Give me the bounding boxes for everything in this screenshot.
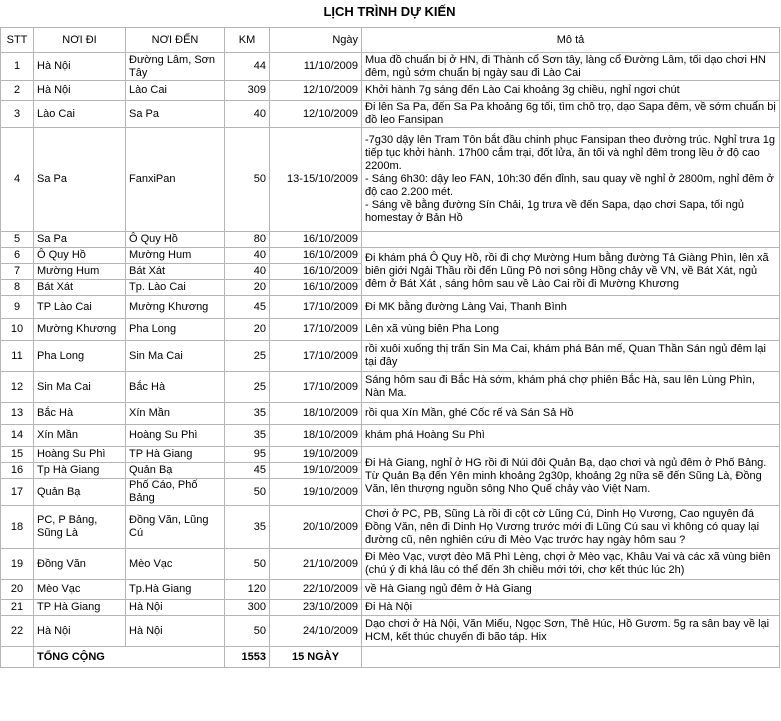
- description-text: Đi khám phá Ô Quy Hồ, rồi đi chợ Mường Hum bằng đường Tả Giàng Phìn, lên xã biên giới Ngải Thầu rồi đến Lũng Pô nơi sông Hồng chảy về VN, về Bát Xát, ngủ đêm ở Bát Xát , sáng hôm sau về Lào Cai rồi đi Mường Khương: [365, 252, 769, 290]
- description-text: về Hà Giang ngủ đêm ở Hà Giang: [365, 583, 532, 595]
- from-cell: Sa Pa: [34, 232, 126, 248]
- date-cell: 17/10/2009: [270, 372, 362, 403]
- date-cell: 19/10/2009: [270, 447, 362, 463]
- to-cell: Đồng Văn, Lũng Cú: [126, 506, 225, 549]
- to-cell: TP Hà Giang: [126, 447, 225, 463]
- date-cell: 23/10/2009: [270, 600, 362, 616]
- date-cell: 16/10/2009: [270, 280, 362, 296]
- page-title: LỊCH TRÌNH DỰ KIẾN: [323, 4, 456, 19]
- table-row: [1, 53, 780, 81]
- table-row: [1, 447, 780, 463]
- date-cell: 12/10/2009: [270, 81, 362, 101]
- stt-cell: 7: [1, 264, 34, 280]
- description-text: rồi qua Xín Mần, ghé Cốc rế và Sán Sả Hồ: [365, 407, 574, 419]
- description-text: Chơi ở PC, PB, Sũng Là rồi đi cột cờ Lũng Cú, Dinh Họ Vương, Cao nguyên đá Đồng Văn, nên đi Dinh Họ Vương trước mới đi Lũng Cú sau vì không có quay lại đường cũ, nên nghiên cứu đi Mèo Vạc trước hay ngày hôm sau ?: [365, 507, 760, 546]
- description-text: Đi Hà Nội: [365, 601, 413, 613]
- stt-cell: 19: [1, 549, 34, 580]
- km-cell: 44: [225, 53, 270, 81]
- total-label: TỔNG CỘNG: [34, 647, 225, 668]
- km-cell: 95: [225, 447, 270, 463]
- date-cell: 16/10/2009: [270, 248, 362, 264]
- date-cell: 20/10/2009: [270, 506, 362, 549]
- date-cell: 24/10/2009: [270, 616, 362, 647]
- to-cell: Sin Ma Cai: [126, 341, 225, 372]
- total-row: [1, 647, 780, 668]
- km-cell: 45: [225, 463, 270, 479]
- stt-cell: 21: [1, 600, 34, 616]
- from-cell: Quản Bạ: [34, 479, 126, 506]
- date-cell: 11/10/2009: [270, 53, 362, 81]
- stt-cell: 5: [1, 232, 34, 248]
- km-cell: 20: [225, 319, 270, 341]
- to-cell: Bắc Hà: [126, 372, 225, 403]
- table-row: [1, 341, 780, 372]
- to-cell: Hà Nội: [126, 600, 225, 616]
- description-cell: [362, 319, 780, 341]
- to-cell: Tp. Lào Cai: [126, 280, 225, 296]
- description-cell: [362, 580, 780, 600]
- table-row: [1, 600, 780, 616]
- stt-cell: 3: [1, 101, 34, 128]
- km-cell: 50: [225, 479, 270, 506]
- description-text: Khởi hành 7g sáng đến Lào Cai khoảng 3g chiều, nghỉ ngơi chút: [365, 84, 680, 96]
- date-cell: 12/10/2009: [270, 101, 362, 128]
- date-cell: 19/10/2009: [270, 479, 362, 506]
- table-row: [1, 101, 780, 128]
- table-row: [1, 403, 780, 425]
- to-cell: Lào Cai: [126, 81, 225, 101]
- description-cell: [362, 447, 780, 506]
- km-cell: 20: [225, 280, 270, 296]
- from-cell: Bát Xát: [34, 280, 126, 296]
- to-cell: Mèo Vạc: [126, 549, 225, 580]
- to-cell: Hoàng Su Phì: [126, 425, 225, 447]
- description-text: Sáng hôm sau đi Bắc Hà sớm, khám phá chợ phiên Bắc Hà, sau lên Lùng Phìn, Nàn Ma.: [365, 374, 755, 399]
- table-row: [1, 296, 780, 319]
- stt-cell: 18: [1, 506, 34, 549]
- stt-cell: 10: [1, 319, 34, 341]
- km-cell: 35: [225, 425, 270, 447]
- description-text: Đi MK bằng đường Làng Vai, Thanh Bình: [365, 300, 567, 313]
- to-cell: Mường Khương: [126, 296, 225, 319]
- stt-cell: 22: [1, 616, 34, 647]
- to-cell: Hà Nội: [126, 616, 225, 647]
- table-row: [1, 506, 780, 549]
- description-text: Lên xã vùng biên Pha Long: [365, 323, 499, 335]
- km-cell: 40: [225, 101, 270, 128]
- description-cell: [362, 616, 780, 647]
- to-cell: Mường Hum: [126, 248, 225, 264]
- date-cell: 17/10/2009: [270, 341, 362, 372]
- date-cell: 13-15/10/2009: [270, 128, 362, 232]
- km-cell: 35: [225, 506, 270, 549]
- stt-cell: 20: [1, 580, 34, 600]
- from-cell: Hà Nội: [34, 616, 126, 647]
- description-text: - Sáng 6h30: dậy leo FAN, 10h:30 đến đỉnh, sau quay về nghỉ ở 2800m, nghỉ đêm ở độ cao 2.200 mét.: [365, 173, 774, 198]
- table-row: [1, 549, 780, 580]
- km-cell: 80: [225, 232, 270, 248]
- from-cell: PC, P Bảng, Sũng Là: [34, 506, 126, 549]
- description-cell: [362, 128, 780, 232]
- date-cell: 21/10/2009: [270, 549, 362, 580]
- from-cell: Hà Nội: [34, 53, 126, 81]
- km-cell: 40: [225, 264, 270, 280]
- from-cell: Mường Khương: [34, 319, 126, 341]
- description-cell: [362, 81, 780, 101]
- table-row: [1, 248, 780, 264]
- from-cell: Ô Quy Hồ: [34, 248, 126, 264]
- from-cell: Sin Ma Cai: [34, 372, 126, 403]
- date-cell: 16/10/2009: [270, 264, 362, 280]
- to-cell: Sa Pa: [126, 101, 225, 128]
- description-text: rồi xuôi xuống thị trấn Sin Ma Cai, khám phá Bản mế, Quan Thần Sán ngủ đêm lại tại đây: [365, 343, 766, 368]
- from-cell: Xín Mần: [34, 425, 126, 447]
- km-cell: 35: [225, 403, 270, 425]
- to-cell: FanxiPan: [126, 128, 225, 232]
- from-cell: Bắc Hà: [34, 403, 126, 425]
- to-cell: Ô Quy Hồ: [126, 232, 225, 248]
- stt-cell: 15: [1, 447, 34, 463]
- table-row: [1, 319, 780, 341]
- km-cell: 300: [225, 600, 270, 616]
- description-cell: [362, 425, 780, 447]
- stt-cell: 12: [1, 372, 34, 403]
- from-cell: Đồng Văn: [34, 549, 126, 580]
- to-cell: Pha Long: [126, 319, 225, 341]
- description-cell: [362, 600, 780, 616]
- stt-cell: 4: [1, 128, 34, 232]
- description-cell: [362, 101, 780, 128]
- km-cell: 25: [225, 341, 270, 372]
- km-cell: 50: [225, 616, 270, 647]
- description-text: Đi lên Sa Pa, đến Sa Pa khoảng 6g tối, tìm chỗ trọ, dạo Sapa đêm, về sớm chuẩn bị đồ leo Fansipan: [365, 101, 776, 126]
- description-text: Đi Hà Giang, nghỉ ở HG rồi đi Núi đôi Quản Bạ, dạo chơi và ngủ đêm ở Phố Bảng. Từ Quản Bạ đến Yên minh khoảng 2g30p, khoảng 2g nữa sẽ đến Sũng Là, Đồng Văn, lên thượng nguồn sông Nho Quế chảy vào Việt Nam.: [365, 456, 767, 495]
- table-row: [1, 425, 780, 447]
- stt-cell: 8: [1, 280, 34, 296]
- km-cell: 120: [225, 580, 270, 600]
- km-cell: 45: [225, 296, 270, 319]
- from-cell: Pha Long: [34, 341, 126, 372]
- description-cell: [362, 53, 780, 81]
- from-cell: Mường Hum: [34, 264, 126, 280]
- to-cell: Xín Mần: [126, 403, 225, 425]
- description-text: Mua đồ chuẩn bị ở HN, đi Thành cổ Sơn tây, làng cổ Đường Lâm, tối dạo chơi HN đêm, ngủ sớm chuẩn bị ngày sau đi Lào Cai: [365, 53, 766, 79]
- stt-cell: 14: [1, 425, 34, 447]
- km-cell: 50: [225, 128, 270, 232]
- from-cell: Hoàng Su Phì: [34, 447, 126, 463]
- date-cell: 17/10/2009: [270, 319, 362, 341]
- description-text: Đi Mèo Vạc, vượt đèo Mã Phì Lèng, chợi ở Mèo vạc, Khâu Vai và các xã vùng biên (chú ý đi khá lâu có thể đến 3h chiều mới tới, chơ kết thúc lúc 2h): [365, 551, 771, 576]
- header-km: KM: [225, 28, 270, 53]
- description-cell: [362, 549, 780, 580]
- from-cell: Tp Hà Giang: [34, 463, 126, 479]
- description-text: khám phá Hoàng Su Phì: [365, 429, 485, 441]
- table-row: [1, 232, 780, 248]
- description-text: -7g30 dậy lên Tram Tôn bắt đầu chinh phục Fansipan theo đường trúc. Nghỉ trưa 1g tiếp tục khởi hành. 17h00 cắm trại, đốt lửa, ăn tối và nghỉ đêm trong lều ở độ cao 2200m.: [365, 134, 776, 172]
- date-cell: 18/10/2009: [270, 403, 362, 425]
- table-row: [1, 128, 780, 232]
- stt-cell: 9: [1, 296, 34, 319]
- itinerary-table: [0, 27, 780, 668]
- header-desc: Mô tả: [362, 28, 780, 53]
- stt-cell: 1: [1, 53, 34, 81]
- from-cell: Mèo Vạc: [34, 580, 126, 600]
- km-cell: 309: [225, 81, 270, 101]
- from-cell: TP Lào Cai: [34, 296, 126, 319]
- header-from: NƠI ĐI: [34, 28, 126, 53]
- header-row: [1, 28, 780, 53]
- date-cell: 22/10/2009: [270, 580, 362, 600]
- total-days: 15 NGÀY: [270, 647, 362, 668]
- header-to: NƠI ĐẾN: [126, 28, 225, 53]
- stt-cell: 13: [1, 403, 34, 425]
- to-cell: Đường Lâm, Sơn Tây: [126, 53, 225, 81]
- description-cell: [362, 248, 780, 296]
- total-km: 1553: [225, 647, 270, 668]
- table-row: [1, 81, 780, 101]
- date-cell: 19/10/2009: [270, 463, 362, 479]
- from-cell: Hà Nội: [34, 81, 126, 101]
- from-cell: TP Hà Giang: [34, 600, 126, 616]
- to-cell: Quản Bạ: [126, 463, 225, 479]
- stt-cell: 11: [1, 341, 34, 372]
- from-cell: Lào Cai: [34, 101, 126, 128]
- date-cell: 17/10/2009: [270, 296, 362, 319]
- km-cell: 25: [225, 372, 270, 403]
- from-cell: Sa Pa: [34, 128, 126, 232]
- stt-cell: 6: [1, 248, 34, 264]
- description-text: Dạo chơi ở Hà Nội, Văn Miếu, Ngọc Sơn, Thê Húc, Hồ Gươm. 5g ra sân bay về lại HCM, kết thúc chuyến đi bão táp. Hix: [365, 618, 770, 643]
- table-row: [1, 372, 780, 403]
- km-cell: 50: [225, 549, 270, 580]
- description-cell: [362, 232, 780, 248]
- description-cell: [362, 403, 780, 425]
- to-cell: Tp.Hà Giang: [126, 580, 225, 600]
- description-cell: [362, 296, 780, 319]
- to-cell: Bát Xát: [126, 264, 225, 280]
- stt-cell: 16: [1, 463, 34, 479]
- date-cell: 16/10/2009: [270, 232, 362, 248]
- stt-cell: 2: [1, 81, 34, 101]
- to-cell: Phố Cáo, Phố Bảng: [126, 479, 225, 506]
- description-cell: [362, 372, 780, 403]
- km-cell: 40: [225, 248, 270, 264]
- header-stt: STT: [1, 28, 34, 53]
- header-date: Ngày: [270, 28, 362, 53]
- date-cell: 18/10/2009: [270, 425, 362, 447]
- table-row: [1, 616, 780, 647]
- stt-cell: 17: [1, 479, 34, 506]
- description-text: - Sáng về bằng đường Sín Chải, 1g trưa về đến Sapa, dạo chơi Sapa, tối ngủ homestay ở Bản Hồ: [365, 199, 744, 224]
- table-row: [1, 580, 780, 600]
- description-cell: [362, 341, 780, 372]
- description-cell: [362, 506, 780, 549]
